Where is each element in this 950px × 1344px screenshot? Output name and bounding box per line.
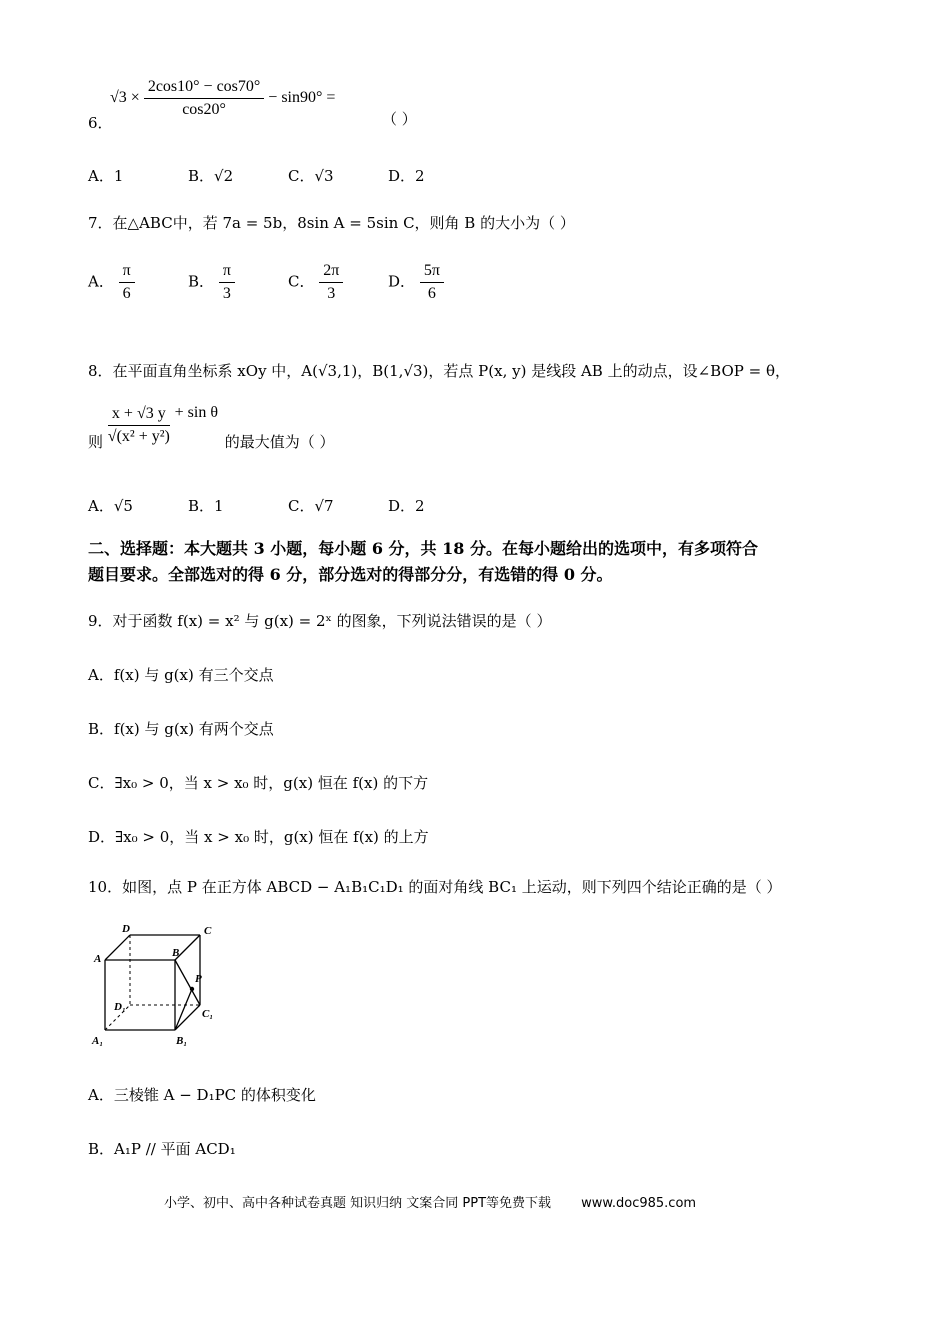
q9-option-d: D．∃x₀ > 0，当 x > x₀ 时，g(x) 恒在 f(x) 的上方 [88, 828, 429, 846]
q9-option-c: C．∃x₀ > 0，当 x > x₀ 时，g(x) 恒在 f(x) 的下方 [88, 774, 429, 792]
q6-frac-num: 2cos10° − cos70° [144, 78, 264, 99]
point-p [190, 987, 194, 991]
q9-stem: 9．对于函数 f(x) = x² 与 g(x) = 2ˣ 的图象，下列说法错误的是（ ） [88, 612, 552, 630]
label-d: D [122, 923, 130, 935]
q8-fraction: $\frac{x + √3 y}{\text{√(x² + y²)}}$ [107, 404, 170, 445]
q6-option-b: B．√2 [188, 167, 234, 185]
label-p: P [195, 973, 202, 985]
q6-number: 6． [88, 114, 113, 132]
q7-option-a: A． $\frac{\pi}{6}$ [88, 262, 135, 303]
label-d1: D₁ [114, 1001, 126, 1013]
q8-option-b: B．1 [188, 497, 224, 515]
q8-stem: 8．在平面直角坐标系 xOy 中，A(√3,1)，B(1,√3)，若点 P(x, y) 是线段 AB 上的动点，设∠BOP = θ， [88, 362, 790, 380]
label-c: C [204, 925, 212, 937]
q8-frac-tail: + sin θ [174, 404, 218, 421]
section-2-heading [88, 536, 878, 588]
q8-option-c: C．√7 [288, 497, 334, 515]
label-c1: C₁ [202, 1008, 214, 1020]
edge-b1c1 [175, 1005, 200, 1030]
segment-pb1 [175, 989, 192, 1030]
q8-tail: 的最大值为（ ） [224, 433, 335, 451]
q7-stem: 7．在△ABC中，若 7a = 5b，8sin A = 5sin C，则角 B 的大小为（ ） [88, 214, 575, 232]
q8-option-a: A．√5 [88, 497, 133, 515]
q6-frac-den: cos20° [182, 101, 226, 118]
q9-option-b: B．f(x) 与 g(x) 有两个交点 [88, 720, 274, 738]
label-b: B [172, 947, 180, 959]
q6-paren: （ ） [382, 110, 417, 128]
q6-option-c: C．√3 [288, 167, 334, 185]
cube-figure [88, 918, 248, 1054]
q10-option-b: B．A₁P // 平面 ACD₁ [88, 1140, 236, 1158]
q6-formula-lead: √3 × [110, 89, 140, 107]
page-footer [164, 1192, 696, 1211]
footer-url[interactable]: www.doc985.com [581, 1196, 697, 1211]
q8-expression [88, 404, 335, 452]
q9-option-a: A．f(x) 与 g(x) 有三个交点 [88, 666, 274, 684]
footer-text: 小学、初中、高中各种试卷真题 知识归纳 文案合同 PPT等免费下载 [164, 1196, 552, 1211]
edge-ad [105, 935, 130, 960]
label-a1: A₁ [92, 1035, 104, 1047]
label-b1: B₁ [176, 1035, 188, 1047]
q8-lead: 则 [88, 433, 104, 451]
q6-formula-tail: − sin90° = [268, 89, 336, 107]
section-2-line-2: 题目要求。全部选对的得 6 分，部分选对的得部分分，有选错的得 0 分。 [88, 565, 613, 584]
q7-option-d: D． $\frac{5\pi}{6}$ [388, 262, 444, 303]
section-2-line-1: 二、选择题：本大题共 3 小题，每小题 6 分，共 18 分。在每小题给出的选项中，有多项符合 [88, 539, 758, 558]
q10-stem: 10．如图，点 P 在正方体 ABCD − A₁B₁C₁D₁ 的面对角线 BC₁ 上运动，则下列四个结论正确的是（ ） [88, 878, 782, 896]
q6-option-a: A．1 [88, 167, 124, 185]
label-a: A [94, 953, 102, 965]
q7-option-b: B． $\frac{\pi}{3}$ [188, 262, 235, 303]
q7-option-c: C． $\frac{2\pi}{3}$ [288, 262, 343, 303]
q10-option-a: A．三棱锥 A − D₁PC 的体积变化 [88, 1086, 316, 1104]
q6-formula [110, 78, 335, 119]
q8-option-d: D．2 [388, 497, 425, 515]
q6-option-d: D．2 [388, 167, 425, 185]
q6-fraction [144, 78, 264, 119]
